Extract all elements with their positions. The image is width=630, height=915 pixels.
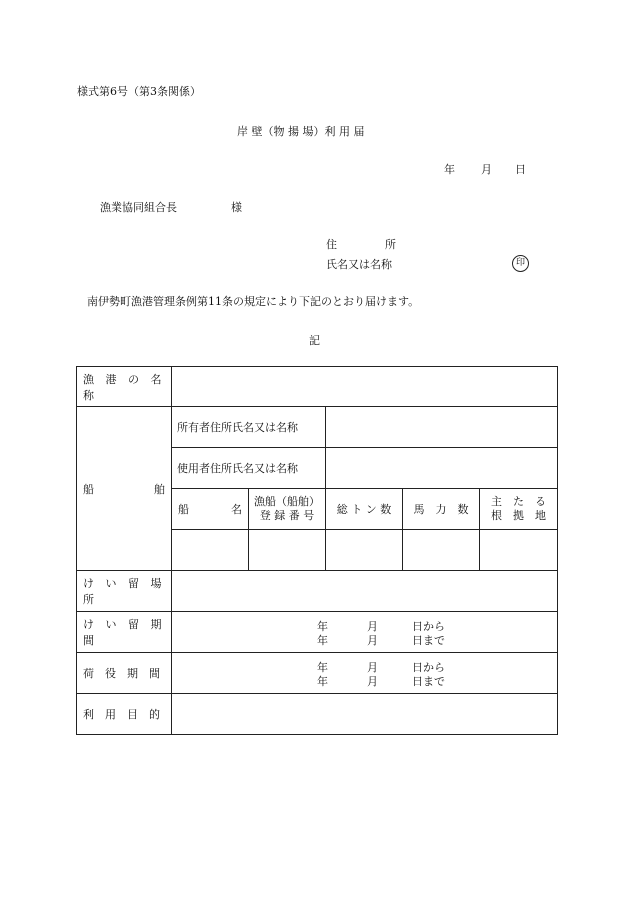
user-field[interactable] [326, 448, 558, 489]
col-home-port-line1: 主 た る [491, 495, 547, 508]
mooring-from-day: 日から [412, 620, 445, 633]
statement: 南伊勢町漁港管理条例第11条の規定により下記のとおり届けます。 [87, 295, 420, 308]
vessel-label-b: 舶 [154, 482, 165, 496]
cargo-from-year: 年 [317, 661, 328, 674]
row-purpose [77, 694, 558, 735]
row-mooring-period [77, 612, 558, 653]
mooring-to-day: 日まで [412, 634, 445, 647]
address-label-a: 住 [326, 238, 337, 251]
form-table [76, 366, 558, 735]
port-name-label: 漁 港 の 名 称 [77, 367, 172, 407]
name-label: 氏名又は名称 [326, 258, 392, 271]
owner-field[interactable] [326, 407, 558, 448]
seal-icon: 印 [512, 255, 529, 272]
row-owner [77, 407, 558, 448]
row-port-name [77, 367, 558, 407]
registration-field[interactable] [249, 530, 326, 571]
mooring-to-month: 月 [367, 634, 378, 647]
vessel-label-a: 船 [83, 482, 94, 496]
col-home-port [480, 489, 558, 530]
row-cargo-period [77, 653, 558, 694]
col-vessel-name-a: 船 [178, 503, 189, 516]
col-tonnage: 総 ト ン 数 [326, 489, 403, 530]
cargo-from-month: 月 [367, 661, 378, 674]
mooring-period-label: け い 留 期 間 [77, 612, 172, 653]
form-number: 様式第6号（第3条関係） [77, 85, 201, 98]
seal-mark [512, 255, 529, 272]
cargo-from-day: 日から [412, 661, 445, 674]
date-day-label: 日 [515, 163, 526, 176]
col-registration-line2: 登 録 番 号 [259, 509, 315, 522]
date-year-label: 年 [444, 163, 455, 176]
cargo-to-year: 年 [317, 675, 328, 688]
col-horsepower: 馬 力 数 [403, 489, 480, 530]
col-vessel-name [172, 489, 249, 530]
cargo-period-field[interactable] [172, 653, 558, 694]
port-name-field[interactable] [172, 367, 558, 407]
home-port-field[interactable] [480, 530, 558, 571]
vessel-name-field[interactable] [172, 530, 249, 571]
row-mooring-place [77, 571, 558, 612]
address-label-b: 所 [385, 238, 396, 251]
user-label: 使用者住所氏名又は名称 [172, 448, 326, 489]
cargo-to-day: 日まで [412, 675, 445, 688]
document-title: 岸 壁（物 揚 場）利 用 届 [237, 125, 365, 138]
col-registration [249, 489, 326, 530]
mooring-place-field[interactable] [172, 571, 558, 612]
mooring-place-label: け い 留 場 所 [77, 571, 172, 612]
mooring-period-field[interactable] [172, 612, 558, 653]
mooring-from-year: 年 [317, 620, 328, 633]
mooring-to-year: 年 [317, 634, 328, 647]
cargo-period-label: 荷 役 期 間 [77, 653, 172, 694]
tonnage-field[interactable] [326, 530, 403, 571]
owner-label: 所有者住所氏名又は名称 [172, 407, 326, 448]
purpose-field[interactable] [172, 694, 558, 735]
col-registration-line1: 漁船（船舶） [254, 495, 320, 508]
cargo-to-month: 月 [367, 675, 378, 688]
ki-label: 記 [309, 334, 320, 347]
vessel-label [77, 407, 172, 571]
horsepower-field[interactable] [403, 530, 480, 571]
addressee: 漁業協同組合長 [100, 201, 177, 214]
col-home-port-line2: 根 拠 地 [491, 509, 547, 522]
honorific: 様 [231, 201, 242, 214]
purpose-label: 利 用 目 的 [77, 694, 172, 735]
col-vessel-name-b: 名 [231, 503, 242, 516]
mooring-from-month: 月 [367, 620, 378, 633]
date-month-label: 月 [481, 163, 492, 176]
